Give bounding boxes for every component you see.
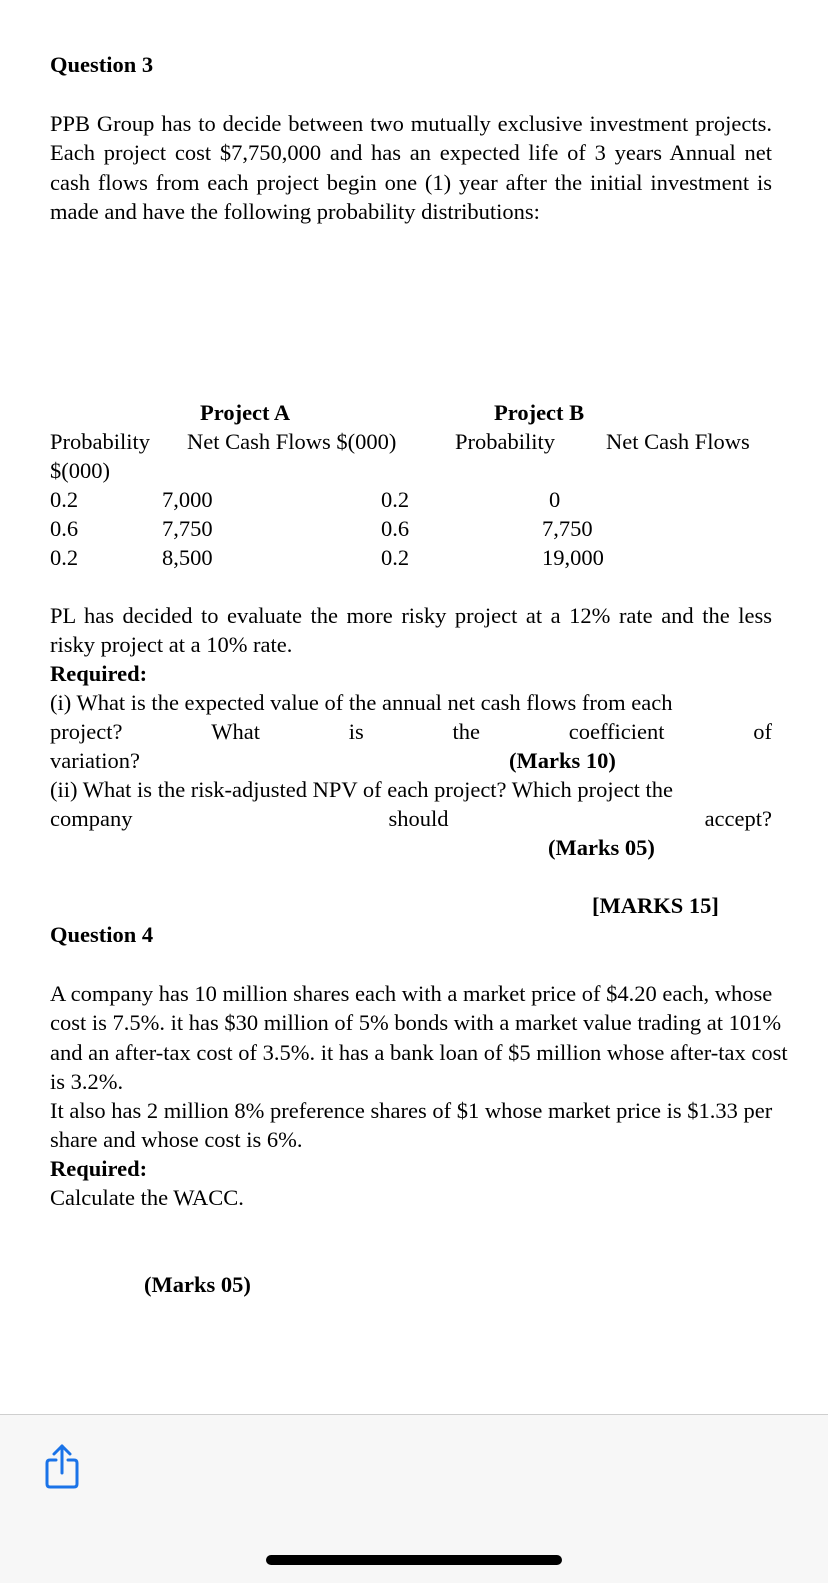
- part-i-word: What: [211, 719, 260, 744]
- question-4-paragraph-1: A company has 10 million shares each with a market price of $4.20 each, whose cost is 7.5%. it has $30 million of 5% bonds with a market value trading at 101% and an after-tax cost of 3.5%. it has a bank loan of $5 million whose after-tax cost is 3.2%.: [50, 981, 788, 1094]
- column-header-probability-b: Probability: [455, 429, 555, 454]
- row-cash-flow-b: 0: [549, 487, 561, 512]
- row-prob-b: 0.2: [381, 545, 410, 570]
- column-header-cash-flows-b-unit: $(000): [50, 458, 110, 483]
- row-prob-a: 0.2: [50, 545, 79, 570]
- part-i-line-1: (i) What is the expected value of the annual net cash flows from each: [50, 690, 673, 715]
- rates-paragraph: PL has decided to evaluate the more risky project at a 12% rate and the less risky project at a 10% rate.: [50, 603, 772, 658]
- column-header-cash-flows-b: Net Cash Flows: [606, 429, 750, 454]
- project-a-title: Project A: [200, 400, 291, 425]
- row-cash-flow-b: 19,000: [542, 545, 604, 570]
- row-cash-flow-a: 7,000: [162, 487, 213, 512]
- part-ii-line-1: (ii) What is the risk-adjusted NPV of each project? Which project the: [50, 777, 673, 802]
- part-i-word: project?: [50, 719, 123, 744]
- question-4-marks: (Marks 05): [144, 1272, 251, 1297]
- bottom-toolbar: [0, 1414, 828, 1583]
- row-prob-b: 0.2: [381, 487, 410, 512]
- row-cash-flow-a: 7,750: [162, 516, 213, 541]
- question-4-task: Calculate the WACC.: [50, 1185, 244, 1210]
- home-indicator[interactable]: [266, 1555, 562, 1565]
- row-cash-flow-b: 7,750: [542, 516, 593, 541]
- part-i-word: the: [452, 719, 480, 744]
- row-prob-a: 0.2: [50, 487, 79, 512]
- question-4-paragraph-2: It also has 2 million 8% preference shares of $1 whose market price is $1.33 per share and whose cost is 6%.: [50, 1098, 773, 1153]
- part-i-word: coefficient: [568, 719, 665, 744]
- share-button[interactable]: [42, 1443, 82, 1491]
- row-cash-flow-a: 8,500: [162, 545, 213, 570]
- part-ii-word: accept?: [704, 806, 772, 831]
- question-4-required-label: Required:: [50, 1156, 148, 1181]
- share-icon: [42, 1443, 82, 1491]
- column-header-cash-flows-a: Net Cash Flows $(000): [187, 429, 397, 454]
- part-i-line-2: [50, 717, 772, 746]
- part-ii-marks: (Marks 05): [548, 835, 655, 860]
- question-3-heading: Question 3: [50, 52, 154, 77]
- project-b-title: Project B: [494, 400, 585, 425]
- row-prob-a: 0.6: [50, 516, 79, 541]
- part-ii-line-2: [50, 804, 772, 833]
- part-i-marks: (Marks 10): [509, 748, 616, 773]
- total-marks: [MARKS 15]: [592, 893, 719, 918]
- question-3-intro: PPB Group has to decide between two mutually exclusive investment projects. Each project cost $7,750,000 and has an expected life of 3 years Annual net cash flows from each project begin one (1) year after the initial investment is made and have the following probability distributions:: [50, 111, 772, 224]
- required-label: Required:: [50, 661, 148, 686]
- question-4-heading: Question 4: [50, 922, 154, 947]
- part-i-word: is: [348, 719, 364, 744]
- part-i-word: of: [753, 719, 772, 744]
- column-header-probability-a: Probability: [50, 429, 150, 454]
- part-i-line-3: variation?: [50, 748, 140, 773]
- part-ii-word: should: [388, 806, 449, 831]
- part-ii-word: company: [50, 806, 133, 831]
- row-prob-b: 0.6: [381, 516, 410, 541]
